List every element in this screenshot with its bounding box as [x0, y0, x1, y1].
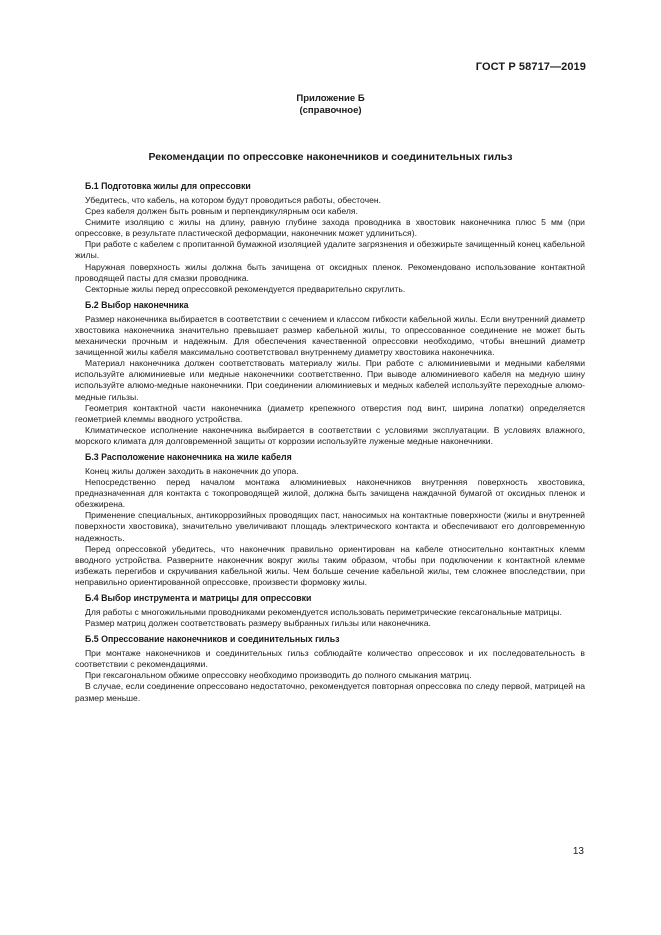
paragraph: Применение специальных, антикоррозийных проводящих паст, наносимых на контактные поверхности (жилы и внутренней поверхности хвостовика), значительно увеличивают площадь электрического контакта и обеспечивают его долговременную надежность.: [75, 510, 585, 543]
section-b1: [75, 180, 585, 295]
appendix-subtitle: (справочное): [299, 105, 362, 116]
section-b3: [75, 451, 585, 588]
paragraph: Климатическое исполнение наконечника выбирается в соответствии с условиями эксплуатации. В условиях влажного, морского климата для долговременной защиты от коррозии используйте луженые медные наконечники.: [75, 424, 585, 446]
section-title: Б.1 Подготовка жилы для опрессовки: [85, 181, 251, 191]
paragraph: При работе с кабелем с пропитанной бумажной изоляцией удалите загрязнения и обезжирьте зачищенный конец кабельной жилы.: [75, 239, 585, 261]
paragraph: Размер матриц должен соответствовать размеру выбранных гильзы или наконечника.: [85, 618, 431, 629]
paragraph: При монтаже наконечников и соединительных гильз соблюдайте количество опрессовок и их последовательность в соответствии с рекомендациями.: [75, 648, 585, 670]
section-title: Б.3 Расположение наконечника на жиле кабеля: [85, 451, 292, 462]
section-title: Б.2 Выбор наконечника: [85, 299, 189, 310]
paragraph: В случае, если соединение опрессовано недостаточно, рекомендуется повторная опрессовка по следу первой, матрицей на размер меньше.: [75, 681, 585, 703]
page-number: 13: [572, 846, 584, 857]
paragraph: Материал наконечника должен соответствовать материалу жилы. При работе с алюминиевыми и медными кабелями используйте алюминиевые или медные наконечники соответственно. При выводе алюминиевого кабеля на медную шину используйте алюмо-медные наконечники. При соединении алюминиевых и медных кабелей используйте переходные алюмо-медные гильзы.: [75, 358, 585, 402]
paragraph: Снимите изоляцию с жилы на длину, равную глубине захода проводника в хвостовик наконечника плюс 5 мм (при опрессовке, в результате пластической деформации, наконечник может удлиниться).: [75, 217, 585, 239]
paragraph: Убедитесь, что кабель, на котором будут проводиться работы, обесточен.: [85, 195, 381, 205]
section-b5: [75, 633, 585, 703]
main-title: Рекомендации по опрессовке наконечников и соединительных гильз: [148, 151, 513, 163]
appendix-heading: [0, 93, 661, 117]
appendix-title: Приложение Б: [296, 93, 365, 104]
paragraph: Размер наконечника выбирается в соответствии с сечением и классом гибкости кабельной жилы. Если внутренний диаметр хвостовика наконечника значительно превышает размер кабельной жилы, то опрессованное соединение не может быть механически прочным и надежным. Для обеспечения качественной опрессовки необходимо, чтобы внешний диаметр зачищенной жилы кабеля максимально соответствовал внутреннему диаметру хвостовика наконечника.: [75, 313, 585, 358]
paragraph: Конец жилы должен заходить в наконечник до упора.: [85, 465, 299, 476]
paragraph: При гексагональном обжиме опрессовку необходимо производить до полного смыкания матриц.: [85, 670, 472, 681]
section-title: Б.4 Выбор инструмента и матрицы для опрессовки: [85, 593, 312, 603]
document-body: [75, 180, 585, 708]
section-b4: [75, 592, 585, 629]
paragraph: Срез кабеля должен быть ровным и перпендикулярным оси кабеля.: [85, 206, 358, 217]
document-code: ГОСТ Р 58717—2019: [475, 61, 586, 73]
paragraph: Для работы с многожильными проводниками рекомендуется использовать периметрические гексагональные матрицы.: [85, 607, 562, 617]
paragraph: Непосредственно перед началом монтажа алюминиевых наконечников внутренняя поверхность хвостовика, предназначенная для контакта с токопроводящей жилой, должна быть зачищена наждачной бумагой от оксидных пленок и обезжирена.: [75, 477, 585, 510]
section-title: Б.5 Опрессование наконечников и соединительных гильз: [85, 634, 340, 645]
paragraph: Секторные жилы перед опрессовкой рекомендуется предварительно скруглить.: [85, 283, 406, 294]
paragraph: Геометрия контактной части наконечника (диаметр крепежного отверстия под винт, ширина лопатки) определяется геометрией клеммы вводного устройства.: [75, 402, 585, 424]
paragraph: Наружная поверхность жилы должна быть зачищена от оксидных пленок. Рекомендовано использование контактной проводящей пасты для смазки проводника.: [75, 261, 585, 283]
section-b2: [75, 299, 585, 447]
paragraph: Перед опрессовкой убедитесь, что наконечник правильно ориентирован на кабеле относительно контактных клемм вводного устройства. Разверните наконечник вокруг жилы таким образом, чтобы при подключении к контактной клемме избежать перегибов и скручивания кабельной жилы. Чем больше сечение кабельной жилы, тем сложнее впоследствии, при неправильно ориентированной опрессовке, произвести формовку жилы.: [75, 543, 585, 587]
